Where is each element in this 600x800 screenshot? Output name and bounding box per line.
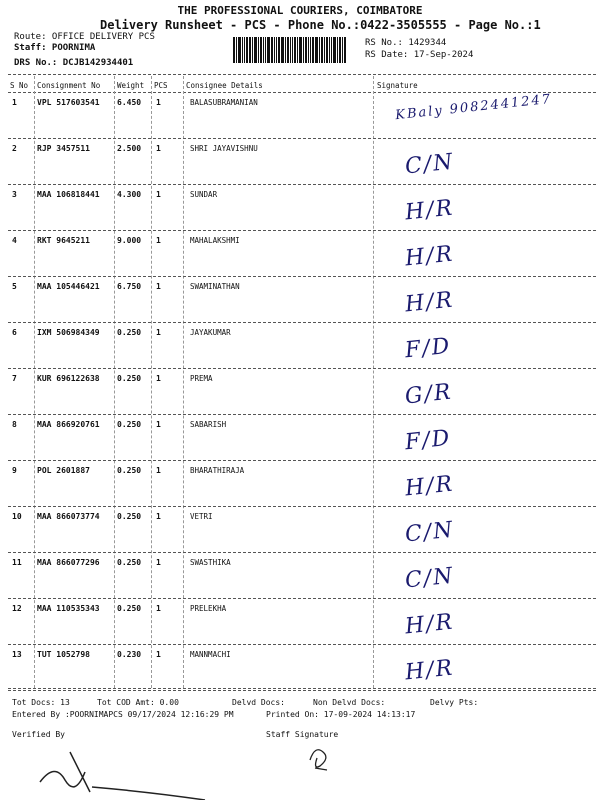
row-consignment-no: MAA 866073774 — [37, 512, 100, 521]
row-consignment-no: MAA 110535343 — [37, 604, 100, 613]
row-consignment-no: POL 2601887 — [37, 466, 90, 475]
barcode-image — [233, 37, 355, 63]
table-row — [0, 554, 600, 599]
row-pcs: 1 — [156, 512, 161, 521]
row-sno: 12 — [12, 604, 22, 613]
row-weight: 6.750 — [117, 282, 142, 291]
col-weight: Weight — [117, 81, 145, 90]
verified-by-label: Verified By — [12, 730, 65, 739]
row-consignment-no: RJP 3457511 — [37, 144, 90, 153]
entered-by: Entered By :POORNIMAPCS 09/17/2024 12:16:29 PM — [12, 710, 234, 719]
row-divider — [8, 644, 596, 645]
row-consignee: BALASUBRAMANIAN — [190, 98, 258, 107]
col-pcs: PCS — [154, 81, 168, 90]
row-signature: H/R — [403, 471, 456, 502]
staff-signature-label: Staff Signature — [266, 730, 339, 739]
table-row — [0, 646, 600, 691]
row-sno: 10 — [12, 512, 22, 521]
row-pcs: 1 — [156, 144, 161, 153]
row-sno: 9 — [12, 466, 17, 475]
row-sno: 2 — [12, 144, 17, 153]
row-consignment-no: MAA 866920761 — [37, 420, 100, 429]
row-consignee: SUNDAR — [190, 190, 218, 199]
row-sno: 6 — [12, 328, 17, 337]
row-pcs: 1 — [156, 420, 161, 429]
row-sno: 11 — [12, 558, 22, 567]
non-delivered-docs: Non Delvd Docs: — [313, 698, 386, 707]
row-consignee: SWASTHIKA — [190, 558, 231, 567]
row-consignee: MAHALAKSHMI — [190, 236, 240, 245]
row-weight: 0.250 — [117, 604, 142, 613]
row-sno: 1 — [12, 98, 17, 107]
row-signature: G/R — [403, 379, 454, 410]
row-consignee: MANNMACHI — [190, 650, 231, 659]
row-divider — [8, 690, 596, 691]
row-pcs: 1 — [156, 236, 161, 245]
row-divider — [8, 184, 596, 185]
table-row — [0, 370, 600, 415]
company-title: THE PROFESSIONAL COURIERS, COIMBATORE — [177, 4, 423, 17]
row-pcs: 1 — [156, 558, 161, 567]
route-label: Route: OFFICE DELIVERY PCS — [14, 32, 155, 42]
col-signature: Signature — [377, 81, 418, 90]
table-row — [0, 508, 600, 553]
row-weight: 0.250 — [117, 374, 142, 383]
delivery-points: Delvy Pts: — [430, 698, 479, 707]
row-signature: C/N — [403, 517, 456, 548]
row-consignee: SHRI JAYAVISHNU — [190, 144, 258, 153]
row-signature: F/D — [403, 425, 453, 456]
row-consignment-no: VPL 517603541 — [37, 98, 100, 107]
row-sno: 4 — [12, 236, 17, 245]
table-row — [0, 462, 600, 507]
row-consignee: BHARATHIRAJA — [190, 466, 245, 475]
table-row — [0, 324, 600, 369]
row-signature: H/R — [403, 287, 456, 318]
rs-number: RS No.: 1429344 — [365, 38, 447, 48]
row-divider — [8, 276, 596, 277]
row-weight: 6.450 — [117, 98, 142, 107]
row-pcs: 1 — [156, 466, 161, 475]
row-consignment-no: RKT 9645211 — [37, 236, 90, 245]
row-weight: 9.000 — [117, 236, 142, 245]
row-signature: KBaly 9082441247 — [394, 91, 553, 124]
row-sno: 7 — [12, 374, 17, 383]
total-docs: Tot Docs: 13 — [12, 698, 70, 707]
row-divider — [8, 368, 596, 369]
printed-on: Printed On: 17-09-2024 14:13:17 — [266, 710, 416, 719]
row-consignment-no: KUR 696122638 — [37, 374, 100, 383]
delivered-docs: Delvd Docs: — [232, 698, 285, 707]
staff-label: Staff: POORNIMA — [14, 43, 96, 53]
row-consignment-no: MAA 866077296 — [37, 558, 100, 567]
row-divider — [8, 460, 596, 461]
row-weight: 0.250 — [117, 328, 142, 337]
row-weight: 0.250 — [117, 558, 142, 567]
row-signature: H/R — [403, 195, 456, 226]
row-divider — [8, 598, 596, 599]
staff-signature-mark — [305, 740, 335, 774]
row-weight: 0.250 — [117, 512, 142, 521]
row-signature: H/R — [403, 609, 456, 640]
row-pcs: 1 — [156, 282, 161, 291]
table-row — [0, 140, 600, 185]
row-divider — [8, 552, 596, 553]
row-divider — [8, 322, 596, 323]
row-pcs: 1 — [156, 604, 161, 613]
row-divider — [8, 230, 596, 231]
table-row — [0, 232, 600, 277]
table-row — [0, 91, 600, 139]
row-signature: C/N — [403, 149, 456, 180]
verifier-stamp-mark — [30, 742, 210, 800]
table-row — [0, 278, 600, 323]
table-row — [0, 416, 600, 461]
header-divider — [8, 74, 596, 75]
row-consignee: SABARISH — [190, 420, 227, 429]
row-pcs: 1 — [156, 98, 161, 107]
row-signature: C/N — [403, 563, 456, 594]
row-pcs: 1 — [156, 328, 161, 337]
col-consignee: Consignee Details — [186, 81, 263, 90]
row-weight: 0.250 — [117, 420, 142, 429]
footer-divider — [8, 688, 596, 689]
row-sno: 8 — [12, 420, 17, 429]
row-consignee: VETRI — [190, 512, 213, 521]
row-consignee: PREMA — [190, 374, 213, 383]
total-cod: Tot COD Amt: 0.00 — [97, 698, 179, 707]
row-weight: 0.250 — [117, 466, 142, 475]
row-consignment-no: IXM 506984349 — [37, 328, 100, 337]
row-sno: 5 — [12, 282, 17, 291]
row-signature: F/D — [403, 333, 453, 364]
row-sno: 3 — [12, 190, 17, 199]
row-divider — [8, 414, 596, 415]
col-consignment: Consignment No — [37, 81, 101, 90]
row-consignee: SWAMINATHAN — [190, 282, 240, 291]
row-consignee: JAYAKUMAR — [190, 328, 231, 337]
row-pcs: 1 — [156, 650, 161, 659]
row-weight: 4.300 — [117, 190, 142, 199]
row-consignment-no: TUT 1052798 — [37, 650, 90, 659]
col-sno: S No — [10, 81, 29, 90]
row-divider — [8, 138, 596, 139]
row-divider — [8, 506, 596, 507]
drs-number: DRS No.: DCJB142934401 — [14, 58, 134, 68]
table-row — [0, 600, 600, 645]
row-weight: 2.500 — [117, 144, 142, 153]
row-consignment-no: MAA 105446421 — [37, 282, 100, 291]
row-signature: H/R — [403, 241, 456, 272]
row-sno: 13 — [12, 650, 22, 659]
row-consignee: PRELEKHA — [190, 604, 227, 613]
runsheet-subtitle: Delivery Runsheet - PCS - Phone No.:0422-3505555 - Page No.:1 — [100, 18, 541, 32]
row-weight: 0.230 — [117, 650, 142, 659]
row-consignment-no: MAA 106818441 — [37, 190, 100, 199]
table-row — [0, 186, 600, 231]
column-header-divider — [8, 92, 596, 93]
row-pcs: 1 — [156, 190, 161, 199]
row-signature: H/R — [403, 655, 456, 686]
row-pcs: 1 — [156, 374, 161, 383]
rs-date: RS Date: 17-Sep-2024 — [365, 50, 474, 60]
